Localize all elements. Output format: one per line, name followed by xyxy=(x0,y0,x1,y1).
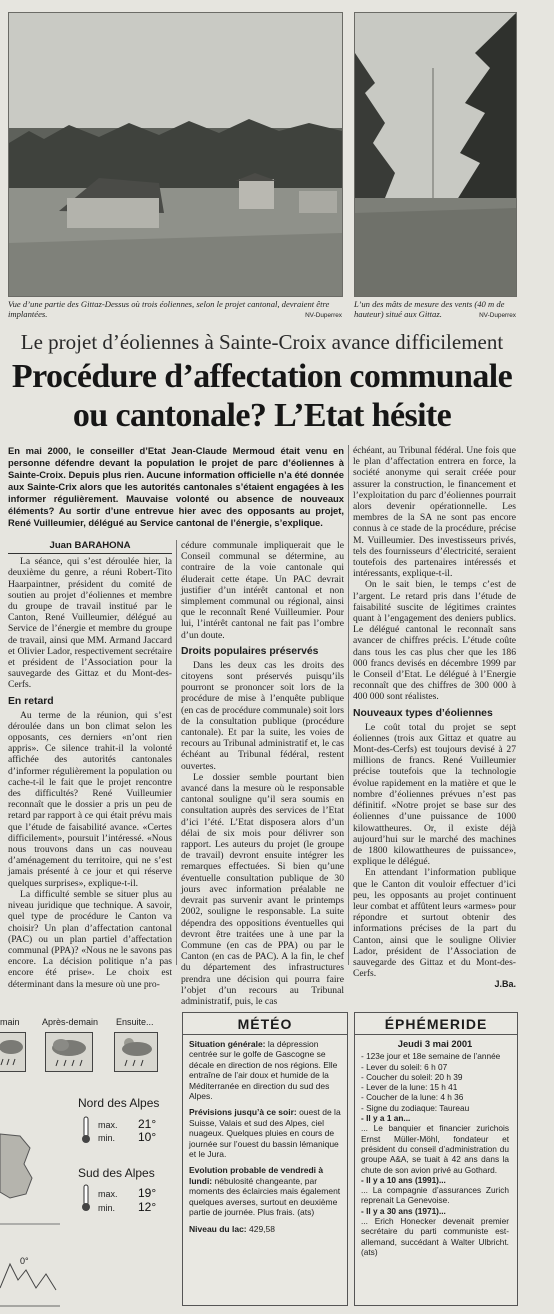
weather-rain-cloud-icon xyxy=(45,1032,93,1072)
meteo-situation-text: la dépression centrée sur le golfe de Gascogne se décale en direction de nos régions. Elle entraîne de l’air doux et humide de la Méditerranée en direction du sud des Alpes. xyxy=(189,1039,338,1102)
article-headline-line2: ou cantonale? L’Etat hésite xyxy=(72,397,452,434)
subhead-en-retard: En retard xyxy=(8,695,54,707)
ephemeride-line: - Coucher du soleil: 20 h 39 xyxy=(361,1071,463,1082)
left-photo-caption xyxy=(8,299,342,321)
col3-paragraph-4: En attendant l’information publique que le Canton dit vouloir effectuer d’ici peu, les opposants au projet continuent leur combat et affûtent leurs «armes» pour répondre et surtout obtenir des informations précises de la part du Canton, ainsi que le souligne Olivier Lador, président de l’Association de sauvegarde des Gittaz et du Mont-des-Cerfs. xyxy=(353,867,516,980)
article-lead: En mai 2000, le conseiller d’Etat Jean-Claude Mermoud était venu en personne défendre devant la population le projet de parc d’éoliennes à Sainte-Croix. Depuis plus rien. Aucune information officielle n’a été donnée aux Sainte-Crix alors que les autorités cantonales s’étaient engagées à les informer régulièrement. Mauvaise volonté ou absence de nouveaux éléments? Au sortir d’une entrevue hier avec des opposants au projet, René Vuilleumier, délégué au Service cantonal de l’énergie, s’explique. xyxy=(8,445,344,528)
article-headline-line1: Procédure d’affectation communale xyxy=(11,358,513,395)
article-column-3 xyxy=(353,445,516,991)
thermometer-icon xyxy=(80,1116,92,1144)
article-signature: J.Ba. xyxy=(494,979,516,990)
forecast-day-1: main xyxy=(0,1017,20,1027)
left-photo-credit: NV-Duperrex xyxy=(305,312,342,319)
ephemeride-event: ... Erich Honecker devenait premier secrétaire du parti communiste est-allemand, succédant à Walter Ulbricht. (ats) xyxy=(361,1216,509,1257)
right-photo-caption xyxy=(354,299,516,321)
ephemeride-title: ÉPHÉMERIDE xyxy=(355,1013,517,1035)
right-caption-text: L’un des mâts de mesure des vents (40 m de hauteur) situé aux Gittaz. xyxy=(354,299,505,319)
mast-image xyxy=(355,13,516,296)
column-rule-1 xyxy=(176,540,177,965)
col3-paragraph-2: On le sait bien, le temps c’est de l’argent. Le retard pris dans l’étude de faisabilité suscite de légitimes craintes quant à l’engagement des deniers publics. Le délégué cantonal le reconnaît sans avancer de chiffres précis. L’étude coûte dans tous les cas plus cher que les 186 000 francs devisés en décembre 1999 par le Conseil d’Etat. Le délégué à l’Energie reconnaît que des chiffres de 300 000 à 400 000 sont réalistes. xyxy=(353,579,516,703)
article-column-2 xyxy=(181,540,344,1007)
ephemeride-event: ... La compagnie d’assurances Zurich reprenait La Genevoise. xyxy=(361,1185,509,1206)
meteo-lake-value: 429,58 xyxy=(246,1223,276,1234)
col1-paragraph-1: La séance, qui s’est déroulée hier, la deuxième du genre, a réuni Robert-Tito Haarpaintner, président du comité de soutien au projet d’éoliennes et membre du groupe de travail institué par le Canton, René Vuilleumier, délégué au Service de l’énergie et membre du groupe de travail, ainsi que MM. Armand Jaccard et Olivier Lador, respectivement secrétaire et président de l’Association pour la sauvegarde des Gittaz et du Mont-des-Cerfs. xyxy=(8,556,172,691)
weather-rain-icon xyxy=(0,1032,26,1072)
meteo-situation xyxy=(189,1039,341,1101)
column-rule-2 xyxy=(348,445,349,965)
meteo-body xyxy=(183,1035,347,1234)
ephemeride-line: - Lever de la lune: 15 h 41 xyxy=(361,1082,458,1093)
meteo-box xyxy=(182,1012,348,1306)
south-min-label: min. xyxy=(98,1203,116,1213)
ephemeride-line: - Coucher de la lune: 4 h 36 xyxy=(361,1092,464,1103)
right-photo-credit: NV-Duperrex xyxy=(479,312,516,319)
photo-gittaz-dessus xyxy=(8,12,343,297)
north-max-value: 21° xyxy=(138,1117,157,1131)
meteo-title: MÉTÉO xyxy=(183,1013,347,1035)
ephemeride-box xyxy=(354,1012,518,1306)
north-min-label: min. xyxy=(98,1133,116,1143)
article-column-1 xyxy=(8,540,172,990)
landscape-image xyxy=(9,13,342,296)
switzerland-map xyxy=(0,1074,60,1314)
meteo-evolution xyxy=(189,1165,341,1217)
col1-paragraph-2: Au terme de la réunion, qui s’est déroulée dans un bon climat selon les opposants, ces derniers «n’ont rien appris». Ce silence trahit-il la volonté affichée des autorités cantonales d’informer régulièrement la population ou cache-t-il le fait que le projet rencontre des difficultés? René Vuilleumier reconnaît que le dossier a pris un peu de retard par rapport à ce qui était prévu mais que l’étude de faisabilité avance. «Certes difficilement», poursuit l’intéressé. «Nous nous trouvons dans un cas nouveau d’aménagement du territoire, qui ne s’est jamais présenté à ce jour et qui réserve quelques surprises», explique-t-il. xyxy=(8,709,172,889)
col1-paragraph-3: La difficulté semble se situer plus au niveau juridique que technique. A savoir, quel type de procédure le Canton va choisir? Un plan d’affectation cantonal (PAC) ou un plan partiel d’affectation communal (PPA)? «Nous ne le savons pas encore. La décision politique n’a pas encore été prise». Le choix est déterminant dans la mesure où une pro- xyxy=(8,888,172,990)
thermometer-icon xyxy=(80,1184,92,1212)
meteo-evolution-label: Evolution probable de vendredi à lundi: xyxy=(189,1165,324,1186)
ephemeride-date: Jeudi 3 mai 2001 xyxy=(397,1038,473,1049)
forecast-day-2: Après-demain xyxy=(42,1017,99,1027)
map-zero-degree: 0° xyxy=(20,1256,29,1266)
forecast-panel xyxy=(0,1012,176,1314)
ephemeride-body xyxy=(355,1035,517,1257)
ephemeride-line: - Signe du zodiaque: Taureau xyxy=(361,1102,470,1113)
meteo-situation-label: Situation générale: xyxy=(189,1039,266,1049)
south-min-value: 12° xyxy=(138,1200,157,1214)
meteo-lake-label: Niveau du lac: xyxy=(189,1223,247,1234)
region-south-alps: Sud des Alpes xyxy=(78,1166,155,1180)
north-max-label: max. xyxy=(98,1120,118,1130)
meteo-forecast-text: ouest de la Suisse, Valais et sud des Alpes, ciel nuageux. Quelques pluies en cours de journée sur l’ouest du bassin lémanique et le Jura. xyxy=(189,1107,341,1160)
weather-showers-icon xyxy=(114,1032,158,1072)
subhead-nouveaux-types: Nouveaux types d’éoliennes xyxy=(353,707,493,719)
meteo-evolution-text: nébulosité changeante, par moments des éclaircies mais également quelques averses, surtout en deuxième partie de journée. Plus frais. (ats) xyxy=(189,1175,341,1218)
photo-wind-mast xyxy=(354,12,517,297)
ephemeride-heading: - Il y a 10 ans (1991)... xyxy=(361,1174,446,1185)
south-max-value: 19° xyxy=(138,1186,157,1200)
meteo-forecast-label: Prévisions jusqu’à ce soir: xyxy=(189,1107,297,1118)
ephemeride-heading: - Il y a 30 ans (1971)... xyxy=(361,1205,446,1216)
author-byline: Juan BARAHONA xyxy=(8,540,172,554)
ephemeride-line: - Lever du soleil: 6 h 07 xyxy=(361,1061,448,1072)
subhead-droits-populaires: Droits populaires préservés xyxy=(181,645,319,657)
north-min-value: 10° xyxy=(138,1130,157,1144)
ephemeride-event: ... Le banquier et financier zurichois Ernst Müller-Möhl, fondateur et président du conseil d’administration du groupe A&A, se tuait à 42 ans dans la chute de son avion privé au Gothard. xyxy=(361,1123,509,1175)
col3-paragraph-3: Le coût total du projet se sept éoliennes (trois aux Gittaz et quatre au Mont-des-Cerfs) est toujours devisé à 27 millions de francs. René Vuilleumier précise toutefois que la technologie évolue rapidement en la matière et que le nombre d’éoliennes prévues n’est pas définitif. «Notre projet se base sur des éoliennes d’une puissance de 1000 kilowattheures. Or, il existe déjà aujourd’hui sur le marché des machines de 1800 kilowattheures de puissance», explique le délégué. xyxy=(353,721,516,868)
region-north-alps: Nord des Alpes xyxy=(78,1096,160,1110)
meteo-lake-level xyxy=(189,1224,341,1234)
ephemeride-heading: - Il y a 1 an... xyxy=(361,1113,411,1124)
col3-paragraph-1: échéant, au Tribunal fédéral. Une fois que le plan d’affectation entrera en force, la société anonyme qui serait créée pour assurer la construction, le financement et l’exploitation du parc d’éoliennes pourrait alors devenir opérationnelle. Les membres de la SA ne sont pas encore connus à ce stade de la procédure, précise M. Vuilleumier. Des investisseurs privés, tels des fournisseurs d’électricité, seraient toutefois des partenaires intéressés et intéressants, explique-t-il. xyxy=(353,445,516,580)
south-max-label: max. xyxy=(98,1189,118,1199)
article-kicker: Le projet d’éoliennes à Sainte-Croix avance difficilement xyxy=(20,330,504,354)
forecast-day-3: Ensuite... xyxy=(116,1017,154,1027)
col2-paragraph-2: Dans les deux cas les droits des citoyens sont préservés puisqu’ils pourront se prononcer soit lors de la procédure de mise à l’enquête publique (en cas de procédure communale) soit lors de la consultation publique (procédure cantonale). Et par la suite, les voies de recours au Tribunal administratif et, le cas échéant au Tribunal fédéral, restent ouvertes. xyxy=(181,659,344,772)
left-caption-text: Vue d’une partie des Gittaz-Dessus où trois éoliennes, selon le projet cantonal, devraient être implantées. xyxy=(8,299,330,319)
col2-paragraph-1: cédure communale impliquerait que le Conseil communal se détermine, au contraire de la voie cantonale qui éluderait cette étape. Un PAC devrait justifier d’un intérêt cantonal et non simplement communal ou régional, ainsi que le reconnaît René Vuilleumier. Pour lui, l’intérêt cantonal ne fait pas l’ombre d’un doute. xyxy=(181,540,344,641)
ephemeride-line: - 123e jour et 18e semaine de l’année xyxy=(361,1051,501,1062)
col2-paragraph-3: Le dossier semble pourtant bien avancé dans la mesure où le responsable cantonal souligne qu’il sera soumis en consultation auprès des services de l’Etat d’ici l’été. L’Etat disposera alors d’un délai de six mois pour délivrer son rapport. Les auteurs du projet (le groupe de travail) devront ensuite intégrer les remarques effectuées. Si bien qu’une éventuelle consultation publique de 30 jours avec information préalable ne devrait pas survenir avant le printemps 2002, souligne le responsable. La suite dépendra des oppositions éventuelles qui devront être traitées une à une par la Commune (en cas de PPA) ou par le Canton (en cas de PAC). A la fin, le chef du département des infrastructures prendra une décision qui pourra faire l’objet d’un recours au Tribunal administratif, puis, le cas xyxy=(181,771,344,1007)
meteo-forecast xyxy=(189,1107,341,1159)
